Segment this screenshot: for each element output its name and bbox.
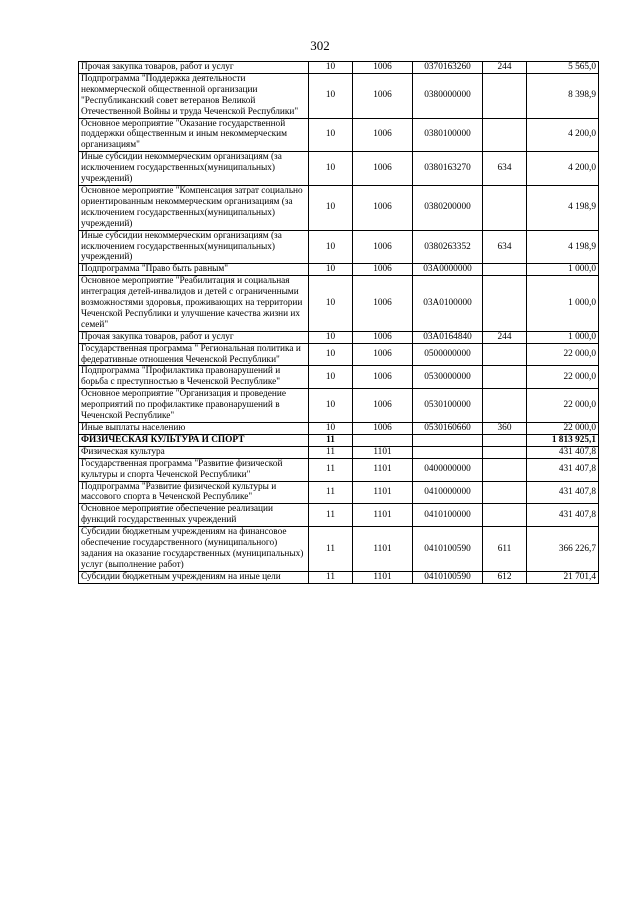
budget-item-name: Основное мероприятие "Компенсация затрат социально ориентированным некоммерческим организациям (за исключением государственных(муниципальных) учреждений) <box>79 185 309 230</box>
expense-type-code <box>483 118 527 152</box>
subsection-code: 1006 <box>353 276 413 332</box>
budget-item-name: Основное мероприятие "Организация и проведение мероприятий по профилактике правонарушений в Чеченской Республике" <box>79 389 309 423</box>
expense-type-code <box>483 343 527 366</box>
table-row <box>79 230 599 264</box>
page-number: 302 <box>310 38 330 53</box>
section-code: 10 <box>309 276 353 332</box>
subsection-code: 1006 <box>353 423 413 435</box>
budget-item-name: Подпрограмма "Развитие физической культуры и массового спорта в Чеченской Республике" <box>79 481 309 504</box>
table-row <box>79 423 599 435</box>
amount: 431 407,8 <box>527 446 599 458</box>
table-row <box>79 62 599 74</box>
table-row <box>79 389 599 423</box>
amount: 431 407,8 <box>527 481 599 504</box>
target-article-code: 03А0100000 <box>413 276 483 332</box>
target-article-code: 0410000000 <box>413 481 483 504</box>
expense-type-code <box>483 264 527 276</box>
section-code: 10 <box>309 343 353 366</box>
amount: 4 198,9 <box>527 230 599 264</box>
section-code: 11 <box>309 481 353 504</box>
subsection-code: 1101 <box>353 527 413 572</box>
subsection-code: 1006 <box>353 230 413 264</box>
amount: 1 813 925,1 <box>527 434 599 446</box>
section-code: 11 <box>309 504 353 527</box>
subsection-code: 1006 <box>353 62 413 74</box>
budget-item-name: Иные выплаты населению <box>79 423 309 435</box>
target-article-code: 0410100000 <box>413 504 483 527</box>
table-row <box>79 434 599 446</box>
target-article-code: 0530100000 <box>413 389 483 423</box>
target-article-code: 0500000000 <box>413 343 483 366</box>
subsection-code: 1006 <box>353 118 413 152</box>
section-code: 11 <box>309 458 353 481</box>
subsection-code: 1101 <box>353 446 413 458</box>
table-row <box>79 458 599 481</box>
amount: 1 000,0 <box>527 276 599 332</box>
section-code: 11 <box>309 527 353 572</box>
section-code: 10 <box>309 264 353 276</box>
section-code: 10 <box>309 389 353 423</box>
table-row <box>79 504 599 527</box>
subsection-code <box>353 434 413 446</box>
table-row <box>79 73 599 118</box>
amount: 4 200,0 <box>527 152 599 186</box>
amount: 431 407,8 <box>527 458 599 481</box>
target-article-code: 0380163270 <box>413 152 483 186</box>
expense-type-code <box>483 389 527 423</box>
expense-type-code <box>483 366 527 389</box>
expense-type-code: 634 <box>483 152 527 186</box>
section-code: 10 <box>309 118 353 152</box>
amount: 8 398,9 <box>527 73 599 118</box>
target-article-code: 0370163260 <box>413 62 483 74</box>
amount: 22 000,0 <box>527 343 599 366</box>
table-row <box>79 152 599 186</box>
budget-item-name: Иные субсидии некоммерческим организациям (за исключением государственных(муниципальных) учреждений) <box>79 152 309 186</box>
amount: 22 000,0 <box>527 389 599 423</box>
section-code: 10 <box>309 423 353 435</box>
target-article-code <box>413 446 483 458</box>
table-row <box>79 527 599 572</box>
budget-item-name: Физическая культура <box>79 446 309 458</box>
budget-item-name: Государственная программа " Региональная политика и федеративные отношения Чеченской Республики" <box>79 343 309 366</box>
budget-item-name: Основное мероприятие обеспечение реализации функций государственных учреждений <box>79 504 309 527</box>
amount: 22 000,0 <box>527 423 599 435</box>
budget-item-name: Подпрограмма "Право быть равным" <box>79 264 309 276</box>
subsection-code: 1006 <box>353 73 413 118</box>
subsection-code: 1101 <box>353 458 413 481</box>
amount: 366 226,7 <box>527 527 599 572</box>
subsection-code: 1006 <box>353 264 413 276</box>
amount: 4 200,0 <box>527 118 599 152</box>
table-row <box>79 343 599 366</box>
budget-item-name: Основное мероприятие "Оказание государственной поддержки общественным и иным некоммерческим организациям" <box>79 118 309 152</box>
section-code: 10 <box>309 331 353 343</box>
table-row <box>79 276 599 332</box>
subsection-code: 1006 <box>353 185 413 230</box>
section-code: 11 <box>309 571 353 583</box>
expense-type-code <box>483 446 527 458</box>
expense-type-code <box>483 276 527 332</box>
expense-type-code <box>483 434 527 446</box>
target-article-code: 0530160660 <box>413 423 483 435</box>
expense-type-code <box>483 185 527 230</box>
budget-item-name: ФИЗИЧЕСКАЯ КУЛЬТУРА И СПОРТ <box>79 434 309 446</box>
target-article-code: 0380200000 <box>413 185 483 230</box>
expense-type-code: 244 <box>483 62 527 74</box>
subsection-code: 1101 <box>353 481 413 504</box>
target-article-code: 0380263352 <box>413 230 483 264</box>
target-article-code: 0380000000 <box>413 73 483 118</box>
expense-type-code <box>483 481 527 504</box>
subsection-code: 1006 <box>353 152 413 186</box>
budget-table <box>78 61 599 584</box>
target-article-code <box>413 434 483 446</box>
expense-type-code <box>483 504 527 527</box>
section-code: 10 <box>309 62 353 74</box>
table-body <box>79 62 599 584</box>
target-article-code: 0400000000 <box>413 458 483 481</box>
amount: 22 000,0 <box>527 366 599 389</box>
target-article-code: 0410100590 <box>413 527 483 572</box>
table-row <box>79 446 599 458</box>
expense-type-code <box>483 458 527 481</box>
table-row <box>79 264 599 276</box>
subsection-code: 1006 <box>353 343 413 366</box>
amount: 1 000,0 <box>527 264 599 276</box>
table-row <box>79 366 599 389</box>
subsection-code: 1006 <box>353 389 413 423</box>
expense-type-code: 612 <box>483 571 527 583</box>
section-code: 11 <box>309 434 353 446</box>
section-code: 10 <box>309 73 353 118</box>
target-article-code: 03А0164840 <box>413 331 483 343</box>
budget-item-name: Иные субсидии некоммерческим организациям (за исключением государственных(муниципальных) учреждений) <box>79 230 309 264</box>
target-article-code: 0410100590 <box>413 571 483 583</box>
budget-item-name: Государственная программа "Развитие физической культуры и спорта Чеченской Республики" <box>79 458 309 481</box>
table-row <box>79 331 599 343</box>
budget-item-name: Прочая закупка товаров, работ и услуг <box>79 62 309 74</box>
expense-type-code: 360 <box>483 423 527 435</box>
expense-type-code: 611 <box>483 527 527 572</box>
expense-type-code: 634 <box>483 230 527 264</box>
budget-item-name: Подпрограмма "Профилактика правонарушений и борьба с преступностью в Чеченской Республике" <box>79 366 309 389</box>
table-row <box>79 185 599 230</box>
budget-item-name: Субсидии бюджетным учреждениям на иные цели <box>79 571 309 583</box>
budget-item-name: Прочая закупка товаров, работ и услуг <box>79 331 309 343</box>
amount: 21 701,4 <box>527 571 599 583</box>
section-code: 10 <box>309 366 353 389</box>
subsection-code: 1101 <box>353 504 413 527</box>
subsection-code: 1101 <box>353 571 413 583</box>
section-code: 10 <box>309 185 353 230</box>
target-article-code: 0380100000 <box>413 118 483 152</box>
section-code: 11 <box>309 446 353 458</box>
expense-type-code: 244 <box>483 331 527 343</box>
budget-item-name: Субсидии бюджетным учреждениям на финансовое обеспечение государственного (муниципального) задания на оказание государственных (муниципальных) услуг (выполнение работ) <box>79 527 309 572</box>
subsection-code: 1006 <box>353 366 413 389</box>
table-row <box>79 481 599 504</box>
target-article-code: 0530000000 <box>413 366 483 389</box>
table-row <box>79 118 599 152</box>
budget-item-name: Подпрограмма "Поддержка деятельности некоммерческой общественной организации "Республиканский совет ветеранов Великой Отечественной Войны и труда Чеченской Республики" <box>79 73 309 118</box>
budget-item-name: Основное мероприятие "Реабилитация и социальная интеграция детей-инвалидов и детей с ограниченными возможностями здоровья, проживающих на территории Чеченской Республики и улучшение качества жизни их семей" <box>79 276 309 332</box>
amount: 1 000,0 <box>527 331 599 343</box>
section-code: 10 <box>309 152 353 186</box>
amount: 5 565,0 <box>527 62 599 74</box>
subsection-code: 1006 <box>353 331 413 343</box>
amount: 4 198,9 <box>527 185 599 230</box>
table-row <box>79 571 599 583</box>
amount: 431 407,8 <box>527 504 599 527</box>
expense-type-code <box>483 73 527 118</box>
section-code: 10 <box>309 230 353 264</box>
target-article-code: 03А0000000 <box>413 264 483 276</box>
